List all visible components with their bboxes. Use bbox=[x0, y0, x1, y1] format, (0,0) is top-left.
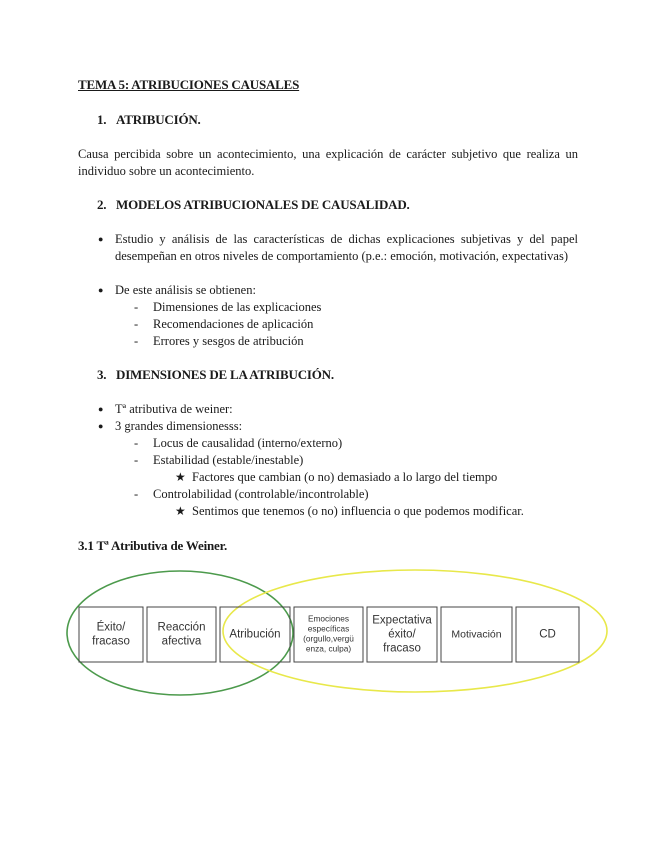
subsection-3-1-heading: 3.1 Tª Atributiva de Weiner. bbox=[78, 538, 228, 553]
weiner-diagram bbox=[0, 560, 655, 710]
bullet-text: Estudio y análisis de las características de dichas explicaciones subjetivas y del papel desempeñan en otros niveles de comportamiento (p.e.: emoción, motivación, expectativas) bbox=[115, 232, 578, 263]
section-2-title: MODELOS ATRIBUCIONALES DE CAUSALIDAD. bbox=[116, 197, 410, 212]
diagram-box-label: enza, culpa) bbox=[305, 643, 352, 654]
diagram-box bbox=[367, 607, 437, 662]
bullet-icon: ● bbox=[98, 421, 104, 431]
list-item bbox=[98, 418, 578, 435]
section-3-heading bbox=[97, 367, 334, 383]
diagram-box bbox=[441, 607, 512, 662]
diagram-box-label: CD bbox=[539, 628, 556, 641]
list-item bbox=[98, 401, 578, 418]
star-icon: ★ bbox=[175, 470, 186, 484]
diagram-box-label: Expectativa bbox=[372, 614, 432, 627]
section-1-number: 1. bbox=[97, 112, 107, 127]
diagram-box-label: fracaso bbox=[92, 635, 130, 648]
document-title: TEMA 5: ATRIBUCIONES CAUSALES bbox=[78, 77, 300, 92]
diagram-box-label: fracaso bbox=[383, 642, 421, 655]
section-1-paragraph: Causa percibida sobre un acontecimiento, una explicación de carácter subjetivo que realiza un individuo sobre un acontecimiento. bbox=[78, 147, 578, 178]
diagram-box-label: Motivación bbox=[451, 628, 502, 641]
diagram-box-label: Emociones bbox=[307, 613, 350, 624]
list-item bbox=[98, 231, 578, 282]
diagram-box bbox=[79, 607, 143, 662]
diagram-box-label: (orgullo,vergü bbox=[303, 633, 354, 644]
diagram-box bbox=[147, 607, 216, 662]
bullet-icon: ● bbox=[98, 404, 104, 414]
section-2-number: 2. bbox=[97, 197, 107, 212]
diagram-box-label: específicas bbox=[307, 623, 350, 634]
section-3-number: 3. bbox=[97, 367, 107, 382]
diagram-box-label: Reacción bbox=[157, 621, 206, 634]
diagram-boxes bbox=[79, 607, 579, 662]
bullet-text: De este análisis se obtienen: bbox=[115, 283, 256, 297]
bullet-icon: ● bbox=[98, 234, 104, 244]
section-1-title: ATRIBUCIÓN. bbox=[116, 112, 201, 127]
section-3-title: DIMENSIONES DE LA ATRIBUCIÓN. bbox=[116, 367, 334, 382]
diagram-box-label: Atribución bbox=[229, 628, 281, 641]
section-1-heading bbox=[97, 112, 201, 128]
section-2-heading bbox=[97, 197, 410, 213]
bullet-text: Tª atributiva de weiner: bbox=[115, 402, 233, 416]
bullet-icon: ● bbox=[98, 285, 104, 295]
diagram-box-label: Éxito/ bbox=[96, 621, 126, 634]
diagram-box bbox=[294, 607, 363, 662]
diagram-box-label: afectiva bbox=[161, 635, 202, 648]
diagram-box bbox=[516, 607, 579, 662]
bullet-text: 3 grandes dimensionesss: bbox=[115, 419, 243, 433]
list-item bbox=[98, 282, 578, 299]
star-icon: ★ bbox=[175, 504, 186, 518]
diagram-box-label: éxito/ bbox=[388, 628, 416, 641]
